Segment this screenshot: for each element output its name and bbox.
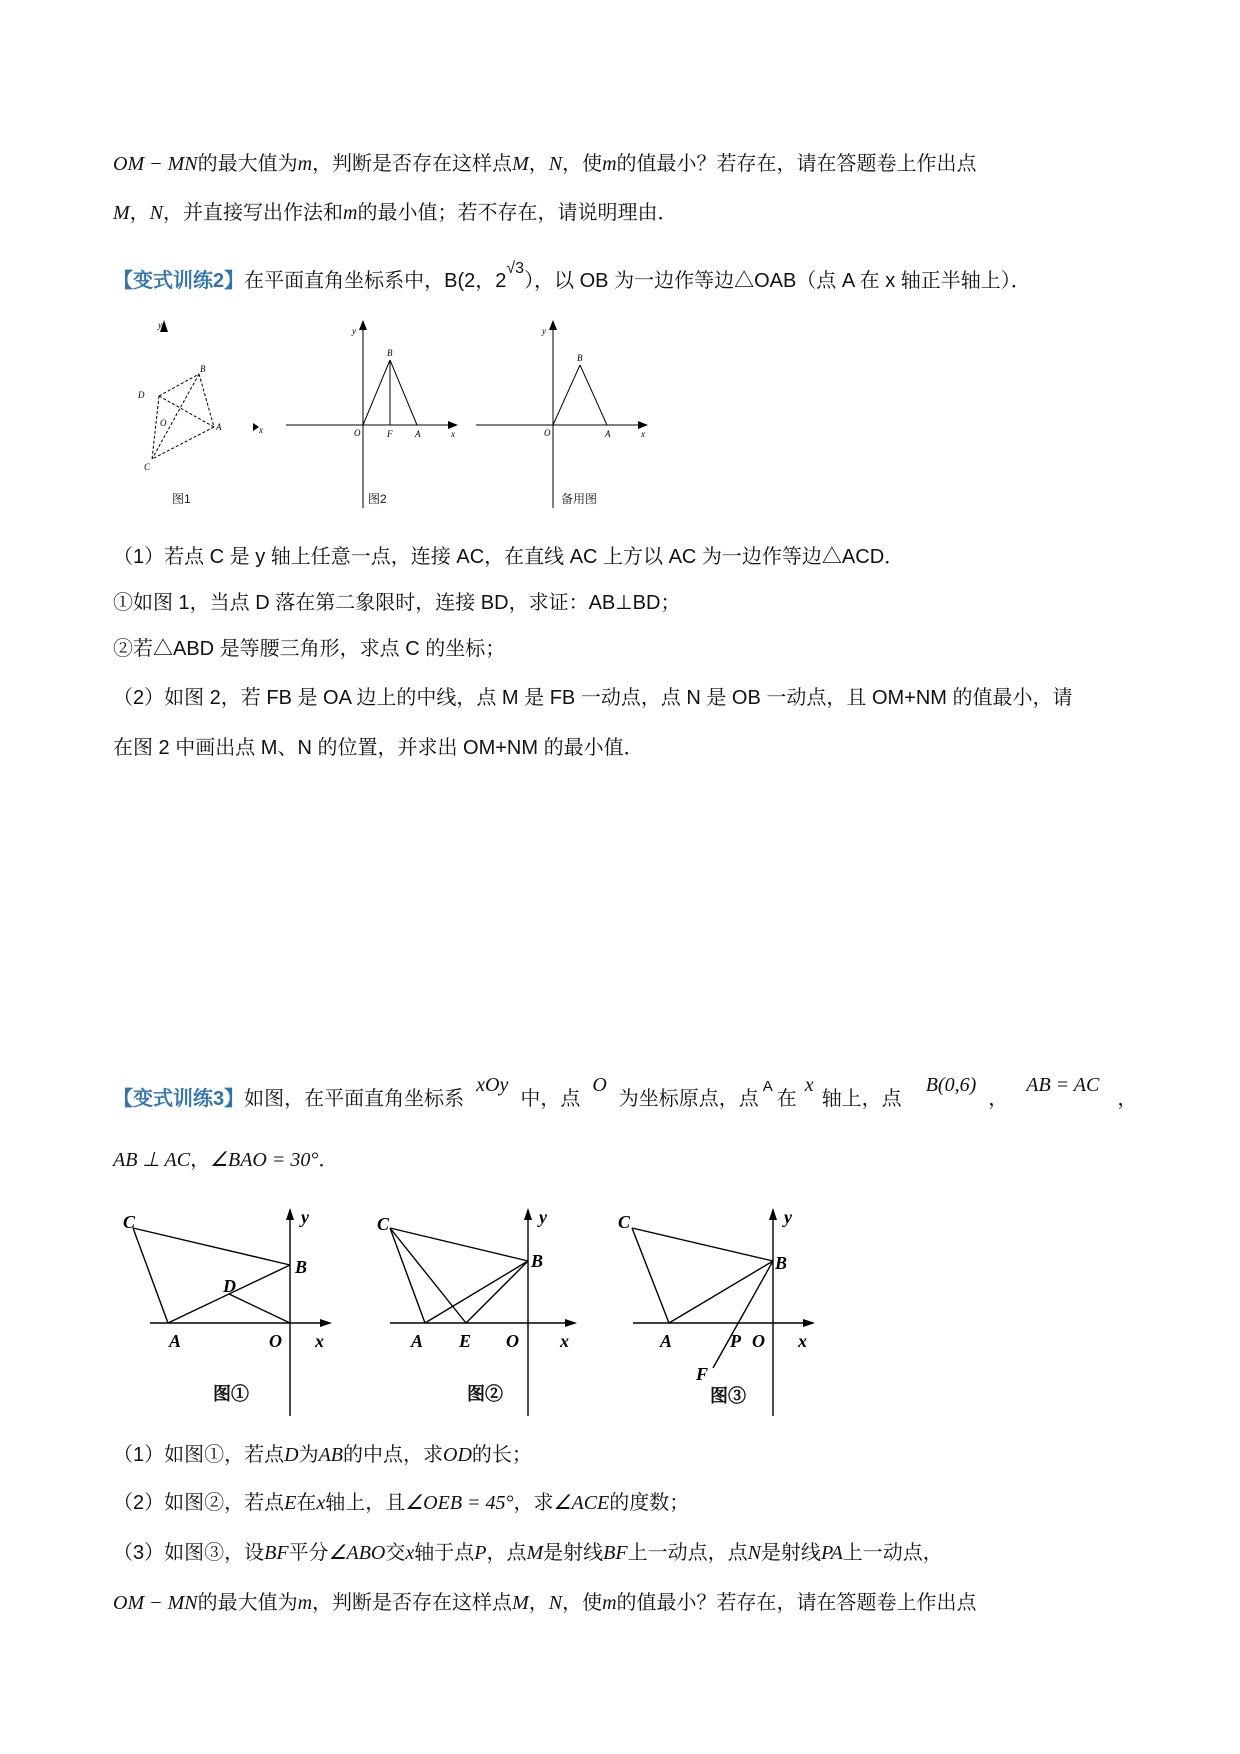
figure-1-svg [128, 318, 273, 508]
figure-3-svg [476, 320, 656, 510]
label-P: P [730, 1331, 741, 1351]
train3-figure-2 [375, 1208, 595, 1423]
train2-q2-line2: 在图 2 中画出点 M、N 的位置，并求出 OM+NM 的最小值． [113, 737, 644, 759]
var-N: N [548, 153, 563, 175]
seg-OB [553, 365, 580, 425]
seg-BA [199, 374, 214, 427]
text: 中，点 [520, 1088, 581, 1110]
var-OD: OD [443, 1444, 472, 1466]
seg-DO [229, 1294, 290, 1323]
text: 轴于点 [414, 1542, 475, 1564]
var-P: P [474, 1542, 487, 1564]
label-C: C [377, 1214, 390, 1234]
text: ，判断是否存在这样点 [312, 1592, 513, 1614]
seg-CA [133, 1228, 168, 1323]
text: （3）如图③，设 [113, 1542, 265, 1564]
label-A: A [169, 1331, 182, 1351]
label-F: F [387, 429, 393, 439]
figure-caption: 图① [213, 1384, 249, 1404]
text: 上一动点， [842, 1542, 943, 1564]
figure-caption: 图② [467, 1384, 503, 1404]
var-N: N [149, 202, 164, 224]
var-PA: PA [820, 1542, 843, 1564]
label-E: E [459, 1331, 472, 1351]
train3-q2 [113, 1488, 689, 1518]
label-A: A [415, 429, 421, 439]
label-y: y [539, 1207, 547, 1227]
label-x: x [560, 1331, 569, 1351]
expr-angle-BAO: ∠BAO = 30° [210, 1149, 319, 1171]
seg-OB [363, 360, 390, 425]
seg-BA [580, 365, 607, 425]
text: ， [528, 1592, 549, 1614]
var-N: N [548, 1592, 563, 1614]
label-y: y [158, 320, 162, 330]
var-BF: BF [264, 1542, 289, 1564]
seg-CE [390, 1228, 466, 1323]
label-O: O [269, 1331, 282, 1351]
label-y: y [352, 326, 356, 336]
text: 是射线 [543, 1542, 604, 1564]
var-M: M [526, 1542, 544, 1564]
text: ， [988, 1088, 1009, 1110]
label-B: B [200, 364, 206, 374]
text: ，判断是否存在这样点 [312, 153, 513, 175]
var-M: M [113, 202, 130, 224]
expr-xOy: xOy [476, 1074, 509, 1096]
var-x: x [804, 1074, 814, 1096]
text: 为坐标原点，点 [618, 1088, 759, 1110]
train2-figure-2 [286, 320, 466, 515]
seg-AB [669, 1261, 773, 1323]
text: ， [129, 202, 150, 224]
seg-CA [632, 1228, 669, 1323]
train2-q1: （1）若点 C 是 y 轴上任意一点，连接 AC，在直线 AC 上方以 AC 为一边作等边△ACD． [113, 546, 905, 568]
label-B: B [577, 353, 583, 363]
train2-intro [113, 260, 1031, 298]
label-O: O [160, 418, 167, 428]
label-y: y [542, 326, 546, 336]
label-D: D [223, 1276, 236, 1296]
var-x: x [316, 1492, 326, 1514]
text: 交 [385, 1542, 406, 1564]
text: 如图，在平面直角坐标系 [244, 1088, 465, 1110]
text: （1）如图①，若点 [113, 1444, 285, 1466]
text: ，求 [513, 1492, 554, 1514]
text: 为 [298, 1444, 319, 1466]
label-F: F [696, 1364, 709, 1384]
var-A: A [762, 1078, 773, 1095]
train3-intro-line2 [113, 1145, 338, 1175]
text: ，点 [486, 1542, 527, 1564]
text: 的值最小？若存在，请在答题卷上作出点 [616, 1592, 977, 1614]
label-C: C [144, 462, 151, 472]
var-BF: BF [603, 1542, 628, 1564]
seg-BA [390, 360, 417, 425]
text: 的最大值为 [197, 1592, 298, 1614]
seg-DC [152, 396, 159, 459]
figure-caption: 图2 [368, 492, 387, 506]
seg-AC [152, 427, 214, 459]
label-A: A [660, 1331, 673, 1351]
text: 的值最小？若存在，请在答题卷上作出点 [616, 153, 977, 175]
label-A: A [605, 429, 611, 439]
var-M: M [512, 153, 529, 175]
label-O: O [752, 1331, 765, 1351]
var-m: m [297, 153, 313, 175]
var-AB: AB [318, 1444, 344, 1466]
continuation-line-2 [113, 198, 677, 228]
label-O: O [506, 1331, 519, 1351]
figure-caption: 图1 [172, 492, 191, 506]
label-B: B [531, 1251, 544, 1271]
text: 在平面直角坐标系中，B(2，2 [244, 270, 507, 292]
label-B: B [775, 1253, 788, 1273]
figure-caption: 图③ [710, 1386, 746, 1406]
text: ，并直接写出作法和 [163, 202, 344, 224]
seg-BC [152, 374, 199, 459]
label-A: A [216, 422, 222, 432]
expr-om-mn: OM − MN [113, 153, 198, 175]
train3-q3-line2 [113, 1588, 977, 1618]
label-O: O [544, 428, 551, 438]
train3-figure-3 [608, 1208, 823, 1423]
seg-CB [632, 1228, 773, 1261]
label-y: y [301, 1207, 309, 1227]
text: ），以 OB 为一边作等边△OAB（点 A 在 x 轴正半轴上）． [524, 270, 1031, 292]
text: 轴上，点 [821, 1088, 902, 1110]
seg-CA [390, 1228, 425, 1323]
label-A: A [411, 1331, 424, 1351]
label-O: O [354, 428, 361, 438]
var-m: m [602, 1592, 617, 1614]
expr-B06: B(0,6) [925, 1074, 977, 1096]
train3-intro [113, 1074, 1138, 1121]
text: 是射线 [760, 1542, 821, 1564]
text: ， [1117, 1088, 1138, 1110]
train3-q3 [113, 1538, 943, 1568]
label-C: C [123, 1212, 136, 1232]
train2-figure-3 [476, 320, 656, 515]
text: 的中点，求 [343, 1444, 444, 1466]
figure-caption: 备用图 [561, 492, 598, 506]
var-E: E [284, 1492, 297, 1514]
expr-AB-perp-AC: AB ⊥ AC [113, 1149, 191, 1171]
text: ，使 [562, 1592, 603, 1614]
continuation-line-1 [113, 149, 977, 179]
text: 的最小值；若不存在，请说明理由． [357, 202, 678, 224]
var-O: O [592, 1074, 607, 1096]
label-x: x [451, 429, 455, 439]
expr-om-mn: OM − MN [113, 1592, 198, 1614]
text: ． [318, 1149, 339, 1171]
label-B: B [387, 348, 393, 358]
text: 平分 [288, 1542, 329, 1564]
var-m: m [297, 1592, 313, 1614]
train3-figure-1 [125, 1208, 340, 1423]
figure-2-svg [286, 320, 466, 510]
text: 在 [296, 1492, 317, 1514]
train2-q1b: ②若△ABD 是等腰三角形，求点 C 的坐标； [113, 638, 506, 660]
var-N: N [747, 1542, 761, 1564]
label-x: x [641, 429, 645, 439]
ray-BF [713, 1261, 773, 1368]
var-M: M [512, 1592, 529, 1614]
seg-CB [390, 1228, 528, 1261]
label-x: x [798, 1331, 807, 1351]
text: 的最大值为 [197, 153, 298, 175]
expr-AB-eq-AC: AB = AC [1026, 1074, 1100, 1096]
train2-q2-line1: （2）如图 2，若 FB 是 OA 边上的中线，点 M 是 FB 一动点，点 N 是 OB 一动点，且 OM+NM 的值最小，请 [113, 687, 1073, 709]
text: ， [190, 1149, 211, 1171]
train2-figure-1 [128, 318, 273, 513]
var-D: D [284, 1444, 299, 1466]
text: 的长； [471, 1444, 532, 1466]
seg-DA [159, 396, 214, 427]
label-D: D [138, 390, 145, 400]
var-m: m [343, 202, 358, 224]
var-x: x [405, 1542, 415, 1564]
text: ， [528, 153, 549, 175]
expr-angle-ABO: ∠ABO [328, 1542, 386, 1564]
label-x: x [315, 1331, 324, 1351]
expr-angle-OEB: ∠OEB = 45° [405, 1492, 514, 1514]
text: 上一动点，点 [627, 1542, 748, 1564]
train2-heading: 【变式训练2】 [113, 270, 245, 292]
train3-heading: 【变式训练3】 [113, 1088, 245, 1110]
label-B: B [295, 1257, 308, 1277]
text: ，使 [562, 153, 603, 175]
seg-CB [133, 1228, 290, 1265]
expr-angle-ACE: ∠ACE [553, 1492, 610, 1514]
label-y: y [784, 1207, 792, 1227]
label-C: C [618, 1212, 631, 1232]
sqrt3: √3 [506, 260, 525, 277]
text: 的度数； [609, 1492, 690, 1514]
text: （2）如图②，若点 [113, 1492, 285, 1514]
text: 轴上，且 [325, 1492, 406, 1514]
train3-q1 [113, 1440, 532, 1470]
label-x: x [259, 425, 263, 435]
text: 在 [776, 1088, 797, 1110]
var-m: m [602, 153, 617, 175]
train2-q1a: ①如图 1，当点 D 落在第二象限时，连接 BD，求证：AB⊥BD； [113, 592, 681, 614]
